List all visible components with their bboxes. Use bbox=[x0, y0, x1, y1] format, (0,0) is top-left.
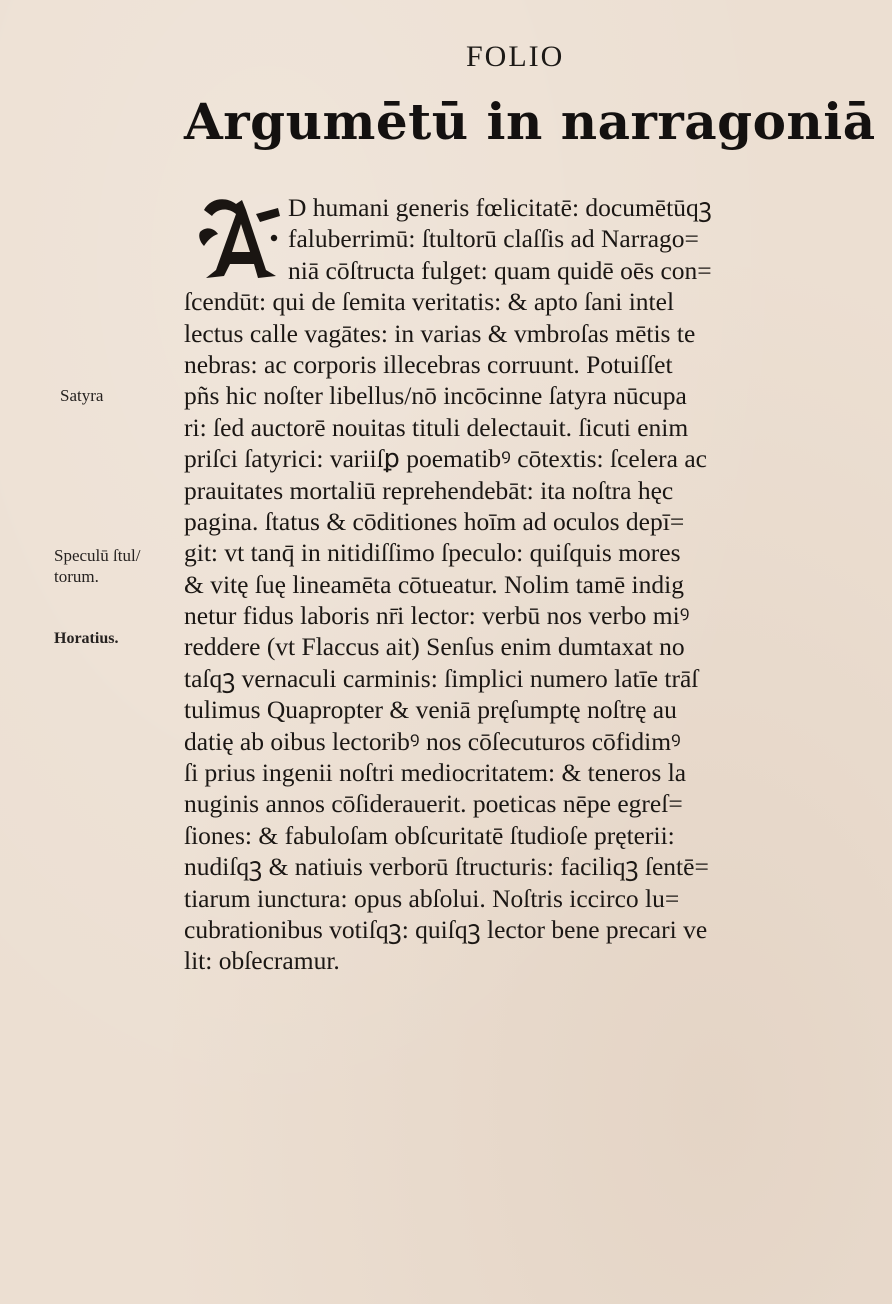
text-line: niā cōſtructa fulget: quam quidē oēs con= bbox=[288, 255, 712, 285]
text-line: pagina. ſtatus & cōditiones hoīm ad oculos depī= bbox=[184, 506, 685, 536]
body-text bbox=[184, 192, 824, 977]
page-title: Argumētū in narragoniā bbox=[184, 92, 876, 151]
text-line: ſcendūt: qui de ſemita veritatis: & apto ſani intel bbox=[184, 287, 675, 317]
text-line: cubrationibus votiſqꝫ: quiſqꝫ lector bene precari ve bbox=[184, 914, 708, 944]
text-line: nuginis annos cōſiderauerit. poeticas nēpe egreſ= bbox=[184, 789, 683, 819]
text-line: tulimus Quapropter & veniā pręſumptę noſtrę au bbox=[184, 695, 677, 725]
text-line: priſci ſatyrici: variiſꝑ poematibꝰ cōtextis: ſcelera ac bbox=[184, 444, 707, 474]
margin-note-line: Speculū ſtul/ bbox=[54, 546, 141, 565]
text-line: D humani generis fœlicitatē: documētūqꝫ bbox=[288, 193, 712, 222]
text-line: reddere (vt Flaccus ait) Senſus enim dumtaxat no bbox=[184, 632, 685, 662]
text-line: netur fidus laboris nr̄i lector: verbū nos verbo miꝰ bbox=[184, 601, 690, 631]
margin-note-horatius: Horatius. bbox=[54, 630, 119, 647]
margin-note-line: torum. bbox=[54, 567, 99, 586]
text-line: faluberrimū: ſtultorū claſſis ad Narrago= bbox=[288, 224, 699, 254]
text-line: & vitę ſuę lineamēta cōtueatur. Nolim tamē indig bbox=[184, 569, 684, 599]
text-line: git: vt tanq̄ in nitidiſſimo ſpeculo: quiſquis mores bbox=[184, 538, 681, 568]
text-line: taſqꝫ vernaculi carminis: ſimplici numero latīe trāſ bbox=[184, 663, 699, 693]
text-line: ſi prius ingenii noſtri mediocritatem: & teneros la bbox=[184, 758, 687, 788]
text-line: ſiones: & fabuloſam obſcuritatē ſtudioſe pręterii: bbox=[184, 820, 675, 850]
text-line: nebras: ac corporis illecebras corruunt. Potuiſſet bbox=[184, 349, 673, 379]
text-line: datię ab oibus lectoribꝰ nos cōſecuturos cōfidimꝰ bbox=[184, 726, 681, 756]
text-line: prauitates mortaliū reprehendebāt: ita noſtra hęc bbox=[184, 475, 674, 505]
margin-note-speculum bbox=[54, 545, 140, 587]
text-line: pñs hic noſter libellus/nō incōcinne ſatyra nūcupa bbox=[184, 381, 687, 411]
margin-note-satyra: Satyra bbox=[60, 386, 104, 405]
text-line: lectus calle vagātes: in varias & vmbroſas mētis te bbox=[184, 318, 696, 348]
text-line: tiarum iunctura: opus abſolui. Noſtris iccirco lu= bbox=[184, 883, 680, 913]
text-line: lit: obſecramur. bbox=[184, 946, 340, 976]
text-line: ri: ſed auctorē nouitas tituli delectauit. ſicuti enim bbox=[184, 412, 689, 442]
folio-header: FOLIO bbox=[466, 40, 565, 73]
text-line: nudiſqꝫ & natiuis verborū ſtructuris: faciliqꝫ ſentē= bbox=[184, 852, 709, 882]
